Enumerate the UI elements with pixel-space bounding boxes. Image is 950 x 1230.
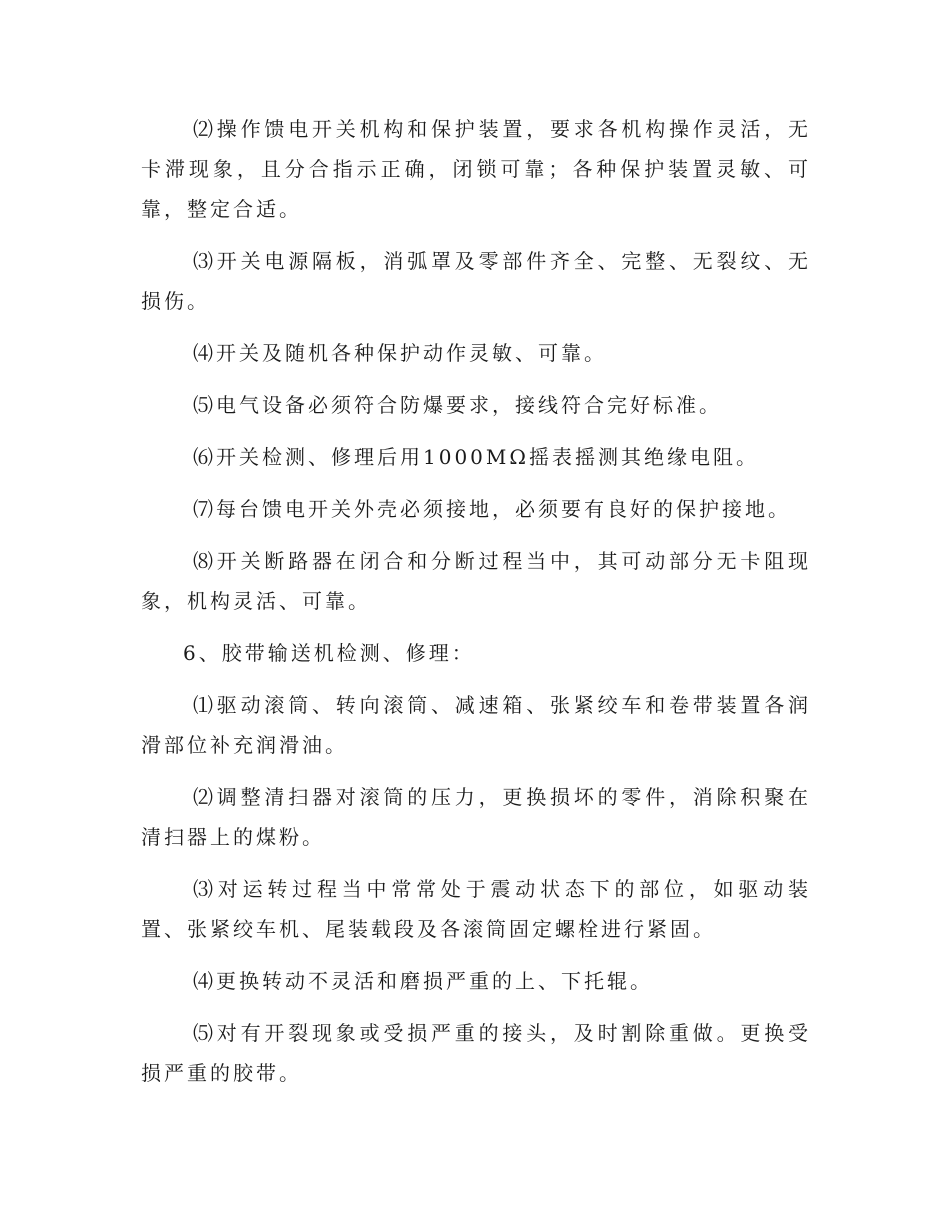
document-body (141, 109, 811, 1105)
paragraph-item-5b: ⑸对有开裂现象或受损严重的接头，及时割除重做。更换受损严重的胶带。 (141, 1021, 811, 1085)
paragraph-item-2b: ⑵调整清扫器对滚筒的压力，更换损坏的零件，消除积聚在清扫器上的煤粉。 (141, 785, 811, 849)
paragraph-item-7: ⑺每台馈电开关外壳必须接地，必须要有良好的保护接地。 (193, 497, 791, 521)
paragraph-item-8: ⑻开关断路器在闭合和分断过程当中，其可动部分无卡阻现象，机构灵活、可靠。 (141, 549, 811, 613)
paragraph-item-2: ⑵操作馈电开关机构和保护装置，要求各机构操作灵活，无卡滞现象，且分合指示正确，闭锁可靠；各种保护装置灵敏、可靠，整定合适。 (141, 117, 811, 221)
paragraph-item-6: ⑹开关检测、修理后用1000MΩ摇表摇测其绝缘电阻。 (193, 445, 759, 469)
paragraph-item-3: ⑶开关电源隔板，消弧罩及零部件齐全、完整、无裂纹、无损伤。 (141, 249, 811, 313)
paragraph-item-4: ⑷开关及随机各种保护动作灵敏、可靠。 (193, 341, 607, 365)
section-heading: 6、胶带输送机检测、修理： (183, 641, 475, 665)
paragraph-item-1: ⑴驱动滚筒、转向滚筒、减速箱、张紧绞车和卷带装置各润滑部位补充润滑油。 (141, 693, 811, 757)
paragraph-item-4b: ⑷更换转动不灵活和磨损严重的上、下托辊。 (193, 969, 653, 993)
paragraph-item-3b: ⑶对运转过程当中常常处于震动状态下的部位，如驱动装置、张紧绞车机、尾装载段及各滚筒固定螺栓进行紧固。 (141, 877, 811, 941)
paragraph-item-5: ⑸电气设备必须符合防爆要求，接线符合完好标准。 (193, 393, 722, 417)
